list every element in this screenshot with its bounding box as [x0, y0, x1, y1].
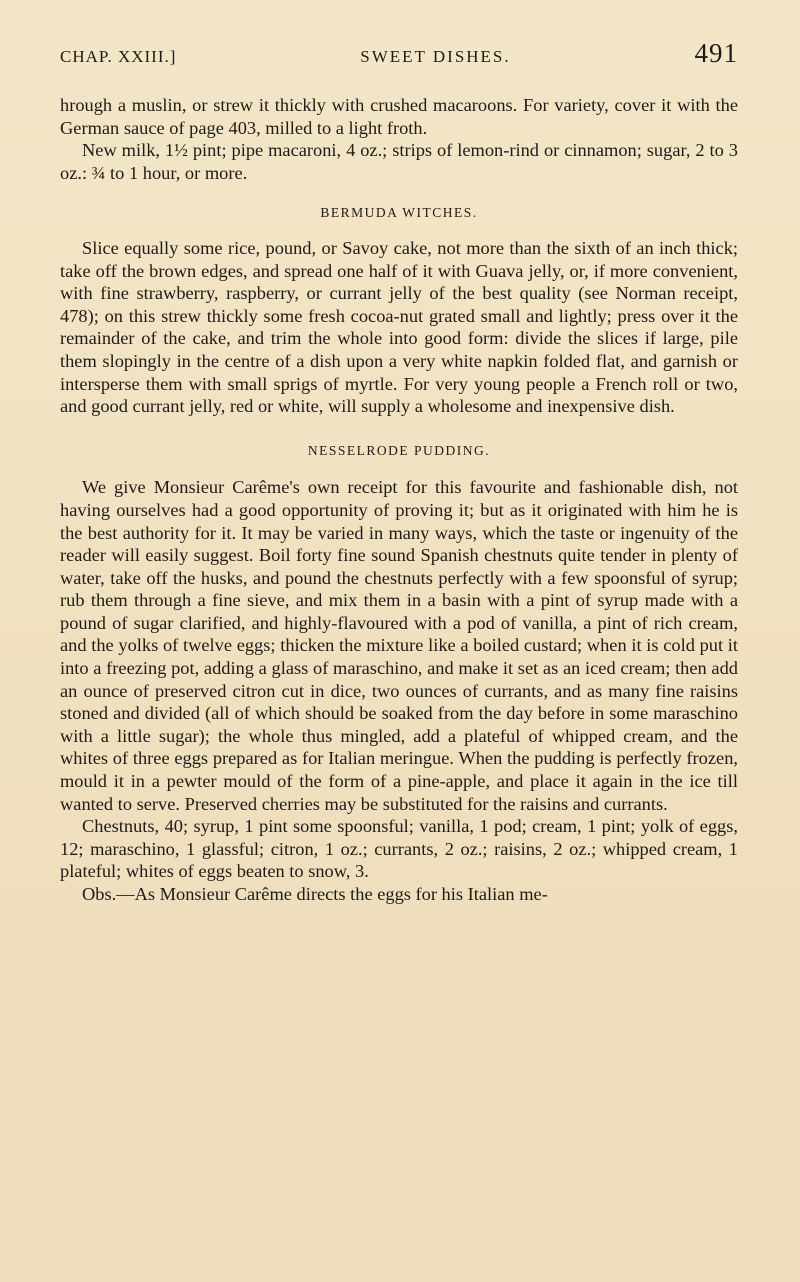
- intro-ingredients: New milk, 1½ pint; pipe macaroni, 4 oz.; strips of lemon-rind or cinnamon; sugar, 2 to 3 oz.: ¾ to 1 hour, or more.: [60, 140, 738, 183]
- page-number: 491: [694, 38, 738, 68]
- section-title: SWEET DISHES.: [360, 47, 511, 66]
- page-body: [60, 94, 738, 906]
- nesselrode-observation: Obs.—As Monsieur Carême directs the eggs for his Italian me-: [82, 884, 548, 904]
- running-head: [60, 38, 738, 78]
- nesselrode-body: We give Monsieur Carême's own receipt for this favourite and fashionable dish, not having ourselves had a good opportunity of proving it; but as it originated with him he is the best authority for it. It may be varied in many ways, which the taste or ingenuity of the reader will easily suggest. Boil forty fine sound Spanish chestnuts quite tender in plenty of water, take off the husks, and pound the chestnuts perfectly with a few spoonsful of syrup; rub them through a fine sieve, and mix them in a basin with a pint of syrup made with a pound of sugar clarified, and highly-flavoured with a pod of vanilla, a pint of rich cream, and the yolks of twelve eggs; thicken the mixture like a boiled custard; when it is cold put it into a freezing pot, adding a glass of maraschino, and make it set as an iced cream; then add an ounce of preserved citron cut in dice, two ounces of currants, and as many fine raisins stoned and divided (all of which should be soaked from the day before in some maraschino with a little sugar); the whole thus mingled, add a plateful of whipped cream, and the whites of three eggs prepared as for Italian meringue. When the pudding is perfectly frozen, mould it in a pewter mould of the form of a pine-apple, and place it again in the ice till wanted to serve. Preserved cherries may be substituted for the raisins and currants.: [60, 477, 738, 814]
- recipe-heading-nesselrode-pudding: NESSELRODE PUDDING.: [307, 442, 491, 458]
- intro-paragraph: hrough a muslin, or strew it thickly with crushed macaroons. For variety, cover it with the German sauce of page 403, milled to a light froth.: [60, 95, 738, 138]
- nesselrode-ingredients: Chestnuts, 40; syrup, 1 pint some spoonsful; vanilla, 1 pod; cream, 1 pint; yolk of eggs, 12; maraschino, 1 glassful; citron, 1 oz.; currants, 2 oz.; raisins, 2 oz.; whipped cream, 1 plateful; whites of eggs beaten to snow, 3.: [60, 816, 738, 882]
- chapter-reference: CHAP. XXIII.]: [60, 47, 177, 66]
- bermuda-witches-body: Slice equally some rice, pound, or Savoy cake, not more than the sixth of an inch thick; take off the brown edges, and spread one half of it with Guava jelly, or, if more convenient, with fine strawberry, raspberry, or currant jelly of the best quality (see Norman receipt, 478); on this strew thickly some fresh cocoa-nut grated small and lightly; press over it the remainder of the cake, and trim the whole into good form: divide the slices if large, pile them slopingly in the centre of a dish upon a very white napkin folded flat, and garnish or intersperse them with small sprigs of myrtle. For very young people a French roll or two, and good currant jelly, red or white, will supply a wholesome and inexpensive dish.: [60, 237, 738, 417]
- recipe-heading-bermuda-witches: BERMUDA WITCHES.: [320, 205, 478, 221]
